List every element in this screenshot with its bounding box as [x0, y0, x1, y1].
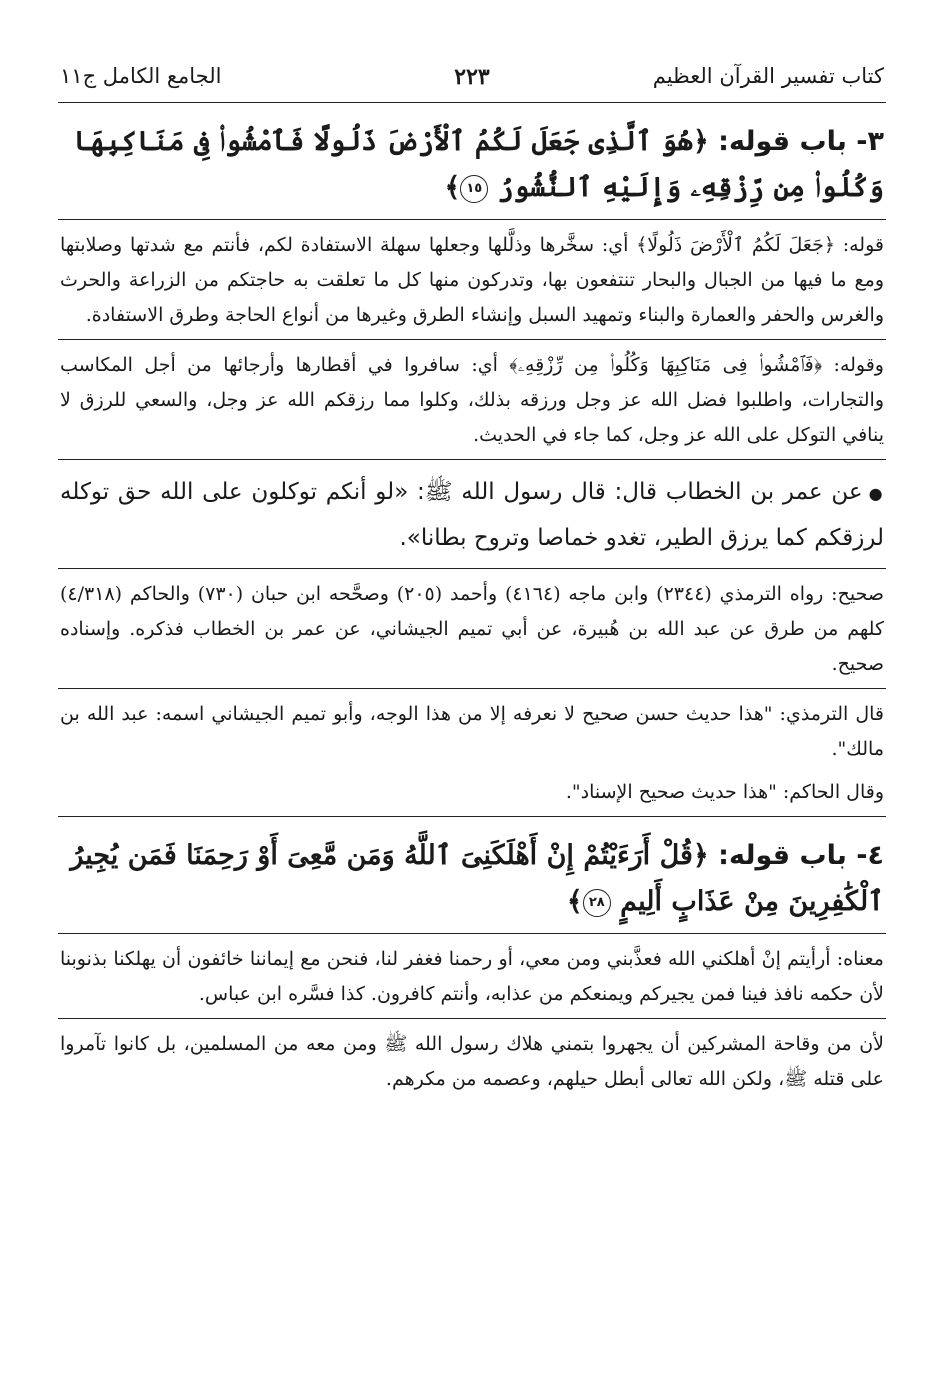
section-3-verse-close: ﴾: [444, 172, 461, 203]
volume-label: الجامع الكامل ج١١: [60, 64, 222, 88]
paragraph-divider: [58, 816, 886, 817]
section-4-verse-close: ﴾: [566, 886, 583, 917]
section-3-divider: [58, 219, 886, 220]
page-number: ٢٢٣: [454, 64, 490, 90]
section-4-divider: [58, 933, 886, 934]
section-4-commentary-1: معناه: أرأيتم إنْ أهلكني الله فعذَّبني ومن معي، أو رحمنا فغفر لنا، فنحن مع إيماننا خائفون أن يهلكنا بذنوبنا لأن حكمه نافذ فينا فمن يجيركم ويمنعكم من عذابه، وأنتم كافرون. كذا فسَّره ابن عباس.: [60, 948, 884, 1005]
paragraph-divider: [58, 1018, 886, 1019]
section-3-prefix: ٣- باب قوله:: [718, 126, 884, 157]
section-4-commentary-2: لأن من وقاحة المشركين أن يجهروا بتمني هلاك رسول الله ﷺ ومن معه من المسلمين، بل كانوا تآمروا على قتله ﷺ، ولكن الله تعالى أبطل حيلهم، وعصمه من مكرهم.: [60, 1033, 884, 1090]
section-3-verse: ﴿هُوَ ٱلَّذِى جَعَلَ لَكُمُ ٱلْأَرْضَ ذَلُولًا فَٱمْشُوا۟ فِى مَنَاكِبِهَا وَكُلُوا۟ مِن رِّزْقِهِۦ وَإِلَيْهِ ٱلنُّشُورُ: [73, 126, 884, 203]
paragraph-divider: [58, 339, 886, 340]
section-4-verse: ﴿قُلْ أَرَءَيْتُمْ إِنْ أَهْلَكَنِىَ ٱللَّهُ وَمَن مَّعِىَ أَوْ رَحِمَنَا فَمَن يُجِيرُ ٱلْكَٰفِرِينَ مِنْ عَذَابٍ أَلِيمٍ: [70, 840, 884, 917]
running-header: [58, 58, 886, 103]
section-3-commentary-1: قوله: ﴿جَعَلَ لَكُمُ ٱلْأَرْضَ ذَلُولًا﴾ أي: سخَّرها وذلَّلها وجعلها سهلة الاستفادة لكم، فأنتم مع شدتها وصلابتها ومع ما فيها من الجبال والبحار تنتفعون بها، وتدركون منها كل ما تعلقت به حاجتكم من الزراعة والحرث والغرس والحفر والعمارة والبناء وتمهيد السبل وإنشاء الطرق وغيرها من أنواع الحاجة وطرق الاستفادة.: [60, 234, 884, 326]
hadith-takhrij: صحيح: رواه الترمذي (٢٣٤٤) وابن ماجه (٤١٦٤) وأحمد (٢٠٥) وصحَّحه ابن حبان (٧٣٠) والحاكم (٤/٣١٨) كلهم من طرق عن عبد الله بن هُبيرة، عن أبي تميم الجيشاني، عن عمر بن الخطاب فذكره. وإسناده صحيح.: [60, 583, 884, 675]
paragraph-divider: [58, 688, 886, 689]
section-3-heading: [60, 119, 884, 211]
hadith-text: [60, 470, 884, 560]
tirmidhi-quote: قال الترمذي: "هذا حديث حسن صحيح لا نعرفه إلا من هذا الوجه، وأبو تميم الجيشاني اسمه: عبد الله بن مالك".: [60, 703, 884, 760]
paragraph-divider: [58, 568, 886, 569]
hakim-quote: وقال الحاكم: "هذا حديث صحيح الإسناد".: [565, 781, 884, 803]
book-title: كتاب تفسير القرآن العظيم: [652, 64, 884, 88]
section-4-heading: [60, 833, 884, 925]
ayah-number-badge: ١٥: [460, 175, 488, 203]
paragraph-divider: [58, 459, 886, 460]
section-4-prefix: ٤- باب قوله:: [718, 840, 884, 871]
hadith-body: عن عمر بن الخطاب قال: قال رسول الله ﷺ: «لو أنكم توكلون على الله حق توكله لرزقكم كما يرزق الطير، تغدو خماصا وتروح بطانا».: [60, 479, 884, 551]
section-3-commentary-2: وقوله: ﴿فَٱمْشُوا۟ فِى مَنَاكِبِهَا وَكُلُوا۟ مِن رِّزْقِهِۦ﴾ أي: سافروا في أقطارها وأرجائها من أجل المكاسب والتجارات، واطلبوا فضل الله عز وجل ورزقه بذلك، وكلوا مما رزقكم الله عز وجل، والسعي للرزق لا ينافي التوكل على الله عز وجل، كما جاء في الحديث.: [60, 354, 884, 446]
hadith-bullet-icon: ●: [868, 484, 885, 503]
ayah-number-badge: ٢٨: [583, 889, 611, 917]
book-page: [58, 58, 886, 1103]
